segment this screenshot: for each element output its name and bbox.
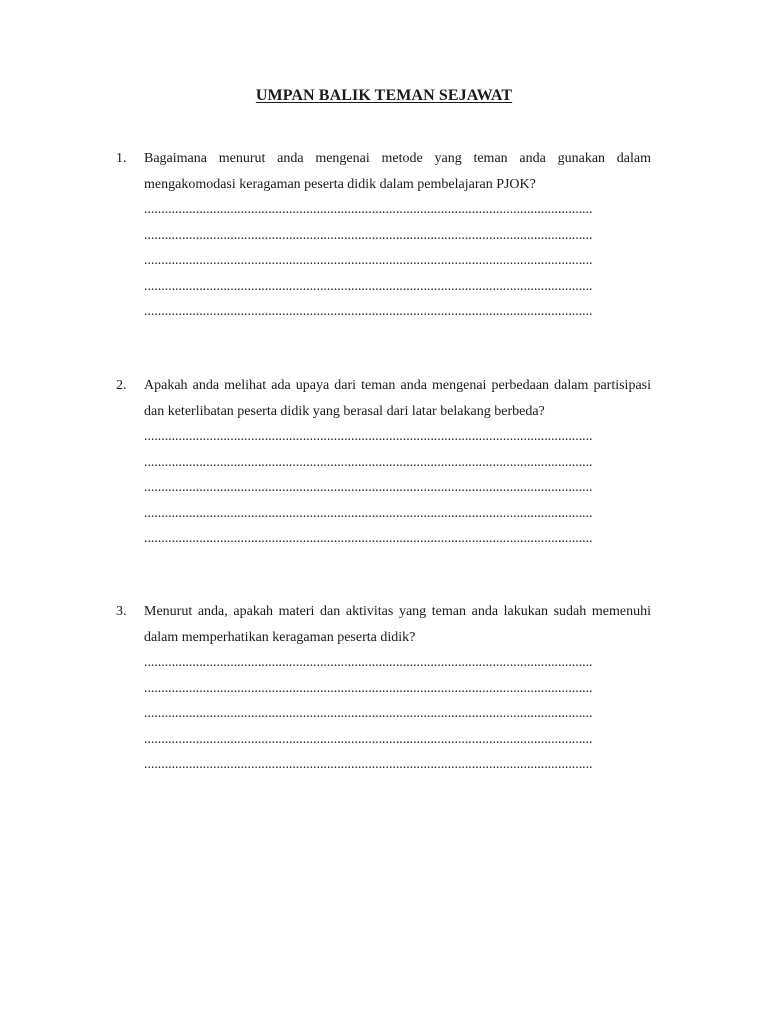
answer-line: .................................................................................................................................. (144, 680, 593, 696)
question-text: Menurut anda, apakah materi dan aktivitas yang teman anda lakukan sudah memenuhi dalam memperhatikan keragaman peserta didik? (144, 604, 651, 645)
question-2 (116, 373, 652, 552)
answer-line: .................................................................................................................................. (144, 278, 593, 294)
answer-line: .................................................................................................................................. (144, 454, 593, 470)
question-number: 2. (116, 378, 127, 393)
answer-line: .................................................................................................................................. (144, 531, 593, 546)
answer-line: .................................................................................................................................. (144, 429, 593, 444)
question-text: Bagaimana menurut anda mengenai metode yang teman anda gunakan dalam mengakomodasi keragaman peserta didik dalam pembelajaran PJOK? (144, 151, 651, 192)
answer-line: .................................................................................................................................. (144, 227, 593, 243)
answer-line: .................................................................................................................................. (144, 304, 593, 319)
question-1 (116, 146, 652, 325)
answer-line: .................................................................................................................................. (144, 731, 593, 747)
document-title: UMPAN BALIK TEMAN SEJAWAT (255, 87, 513, 104)
answer-line: .................................................................................................................................. (144, 655, 593, 670)
answer-line: .................................................................................................................................. (144, 480, 593, 495)
answer-line: .................................................................................................................................. (144, 253, 593, 268)
answer-line: .................................................................................................................................. (144, 505, 593, 521)
answer-line: .................................................................................................................................. (144, 706, 593, 721)
question-number: 1. (116, 151, 127, 166)
question-3 (116, 599, 652, 778)
answer-line: .................................................................................................................................. (144, 202, 593, 217)
question-number: 3. (116, 604, 127, 619)
answer-line: .................................................................................................................................. (144, 757, 593, 772)
question-text: Apakah anda melihat ada upaya dari teman anda mengenai perbedaan dalam partisipasi dan keterlibatan peserta didik yang berasal dari latar belakang berbeda? (144, 378, 651, 419)
